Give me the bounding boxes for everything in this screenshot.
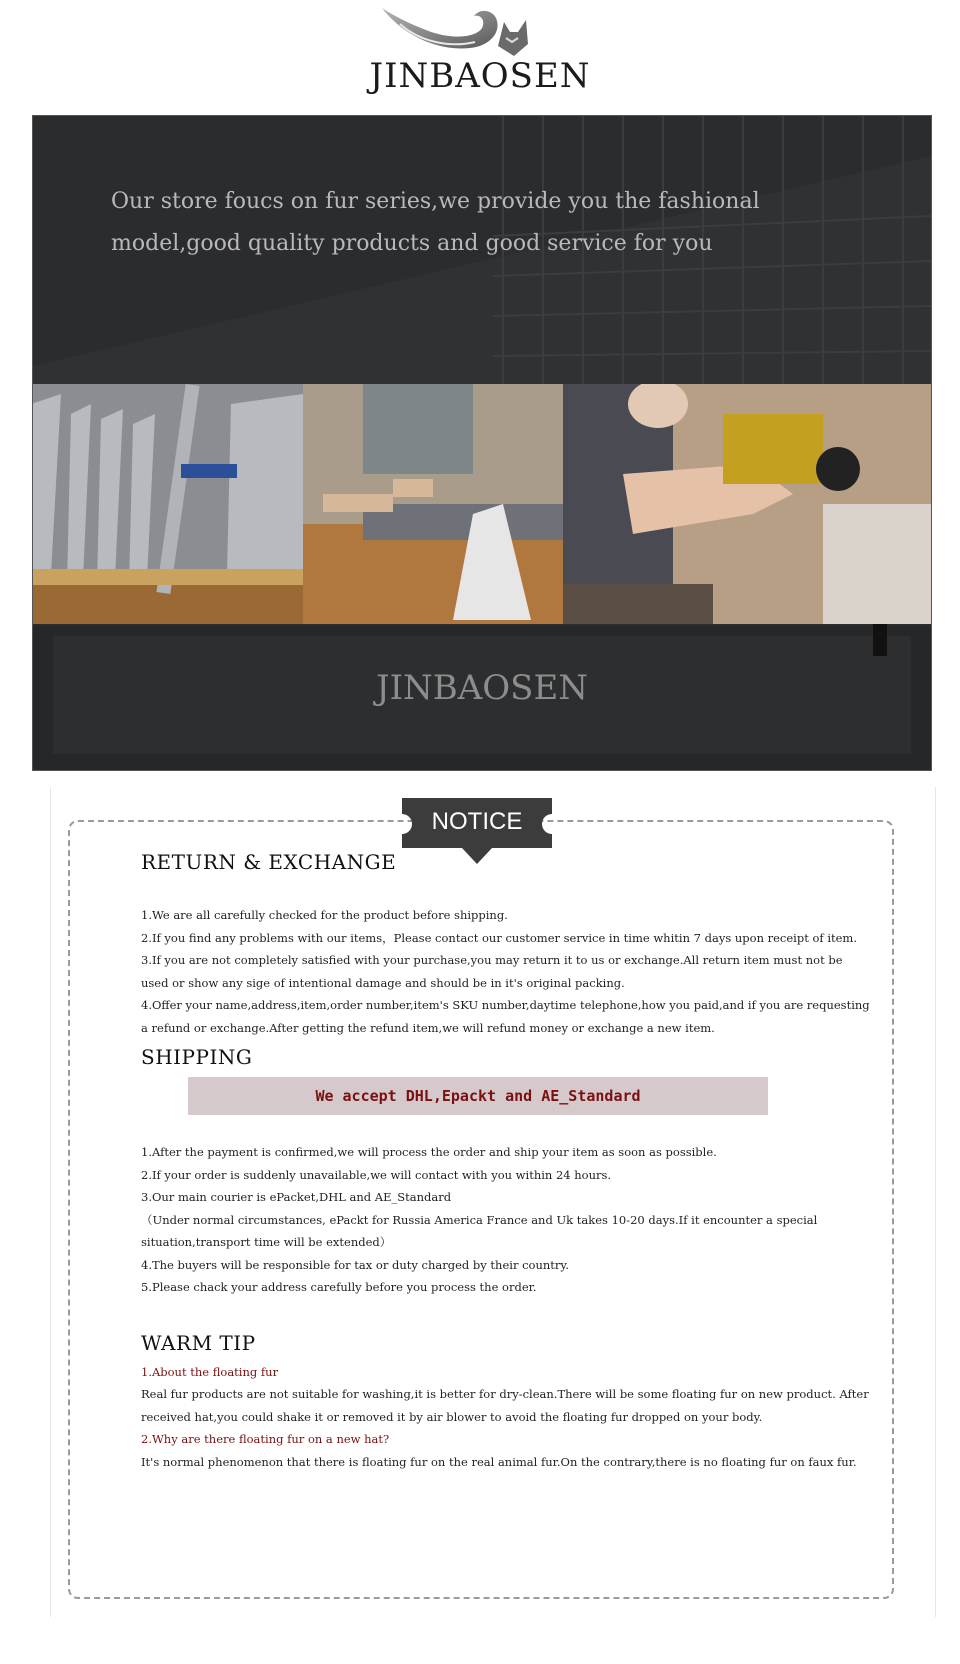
- warm-tip-title: WARM TIP: [141, 1330, 256, 1355]
- list-item: 1.After the payment is confirmed,we will process the order and ship your item as soon as possible.: [141, 1145, 717, 1159]
- list-item: 3.Our main courier is ePacket,DHL and AE_Standard: [141, 1190, 452, 1204]
- header: [0, 0, 960, 105]
- list-item: 4.Offer your name,address,item,order number,item's SKU number,daytime telephone,how you paid,and if you are requesting a refund or exchange.After getting the refund item,we will refund money or exchange a new item.: [141, 998, 870, 1035]
- list-item: （Under normal circumstances, ePackt for Russia America France and Uk takes 10-20 days.If it encounter a special situation,transport time will be extended）: [141, 1212, 818, 1249]
- notice-tab-label: NOTICE: [431, 808, 523, 835]
- brand-logo-text: JINBAOSEN: [369, 56, 591, 96]
- workshop-photo-strip: [32, 384, 932, 624]
- return-policy-list: [141, 904, 871, 1039]
- list-item: 2.If your order is suddenly unavailable,we will contact with you within 24 hours.: [141, 1167, 612, 1182]
- list-item: 2.If you find any problems with our items，Please contact our customer service in time whitin 7 days upon receipt of item.: [141, 930, 857, 945]
- shipping-policy-list: [141, 1141, 871, 1299]
- fur-cutting-photo: [32, 384, 303, 624]
- shipping-title: SHIPPING: [141, 1045, 253, 1069]
- fox-tail-logo-icon: [380, 2, 535, 57]
- list-item: 5.Please chack your address carefully before you process the order.: [141, 1280, 537, 1294]
- list-item: 4.The buyers will be responsible for tax or duty charged by their country.: [141, 1257, 570, 1272]
- banner-brand-text: JINBAOSEN: [375, 668, 589, 708]
- tip-question: 2.Why are there floating fur on a new hat?: [141, 1432, 390, 1446]
- store-banner: [32, 115, 932, 771]
- fur-sewing-photo: [563, 384, 932, 624]
- tip-question: 1.About the floating fur: [141, 1364, 279, 1379]
- accepted-carriers-banner: We accept DHL,Epackt and AE_Standard: [188, 1077, 768, 1115]
- return-exchange-title: RETURN & EXCHANGE: [141, 850, 397, 874]
- list-item: 1.We are all carefully checked for the product before shipping.: [141, 908, 508, 922]
- tip-answer: It's normal phenomenon that there is floating fur on the real animal fur.On the contrary,there is no floating fur on faux fur.: [141, 1454, 857, 1469]
- banner-tagline: Our store foucs on fur series,we provide you the fashional model,good quality products and good service for you: [111, 189, 760, 256]
- tip-answer: Real fur products are not suitable for washing,it is better for dry-clean.There will be some floating fur on new product. After received hat,you could shake it or removed it by air blower to avoid the floating fur dropped on your body.: [141, 1387, 869, 1424]
- notice-content: [141, 850, 871, 1473]
- fur-ironing-photo: [303, 384, 563, 624]
- list-item: 3.If you are not completely satisfied with your purchase,you may return it to us or exchange.All return item must not be used or show any sige of intentional damage and should be in it's original packing.: [141, 953, 843, 990]
- warm-tip-list: [141, 1361, 871, 1474]
